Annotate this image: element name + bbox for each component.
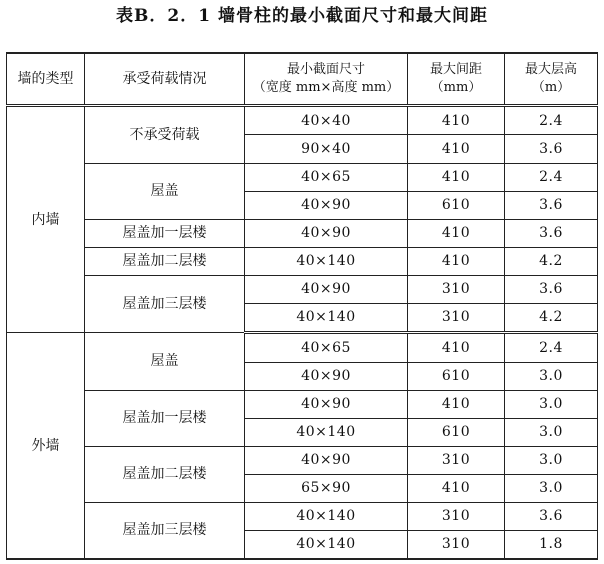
header-section bbox=[245, 53, 408, 106]
header-spacing-line2: （mm） bbox=[430, 80, 482, 95]
section-cell: 40×90 bbox=[245, 390, 408, 418]
height-cell: 3.0 bbox=[505, 418, 598, 446]
load-cell: 屋盖加三层楼 bbox=[85, 275, 245, 333]
spacing-cell: 410 bbox=[408, 106, 505, 135]
height-cell: 3.6 bbox=[505, 219, 598, 247]
header-section-line2: （宽度 mm×高度 mm） bbox=[252, 80, 400, 95]
spacing-cell: 610 bbox=[408, 191, 505, 219]
header-load: 承受荷载情况 bbox=[85, 53, 245, 106]
header-height-line1: 最大层高 bbox=[524, 62, 577, 77]
load-cell: 屋盖 bbox=[85, 163, 245, 219]
table-row bbox=[7, 390, 598, 418]
section-cell: 40×140 bbox=[245, 418, 408, 446]
header-height-line2: （m） bbox=[531, 80, 571, 95]
load-cell: 屋盖加一层楼 bbox=[85, 390, 245, 446]
header-wall-type: 墙的类型 bbox=[7, 53, 85, 106]
spacing-cell: 610 bbox=[408, 362, 505, 390]
spacing-cell: 310 bbox=[408, 275, 505, 303]
table-row bbox=[7, 446, 598, 474]
load-cell: 屋盖加一层楼 bbox=[85, 219, 245, 247]
section-cell: 40×40 bbox=[245, 106, 408, 135]
table-row bbox=[7, 247, 598, 275]
section-cell: 40×140 bbox=[245, 247, 408, 275]
height-cell: 4.2 bbox=[505, 247, 598, 275]
table-row bbox=[7, 163, 598, 191]
header-row bbox=[7, 53, 598, 106]
height-cell: 3.0 bbox=[505, 362, 598, 390]
header-section-line1: 最小截面尺寸 bbox=[286, 62, 365, 77]
section-cell: 65×90 bbox=[245, 474, 408, 502]
spacing-cell: 310 bbox=[408, 502, 505, 530]
header-height bbox=[505, 53, 598, 106]
spacing-cell: 610 bbox=[408, 418, 505, 446]
section-cell: 40×90 bbox=[245, 362, 408, 390]
height-cell: 1.8 bbox=[505, 530, 598, 559]
stud-spec-table bbox=[6, 52, 598, 560]
table-row bbox=[7, 333, 598, 362]
height-cell: 3.6 bbox=[505, 135, 598, 163]
section-cell: 40×65 bbox=[245, 163, 408, 191]
height-cell: 3.0 bbox=[505, 446, 598, 474]
spacing-cell: 410 bbox=[408, 390, 505, 418]
section-cell: 40×90 bbox=[245, 275, 408, 303]
section-cell: 90×40 bbox=[245, 135, 408, 163]
load-cell: 屋盖加二层楼 bbox=[85, 247, 245, 275]
height-cell: 2.4 bbox=[505, 333, 598, 362]
load-cell: 屋盖加二层楼 bbox=[85, 446, 245, 502]
height-cell: 3.0 bbox=[505, 390, 598, 418]
spacing-cell: 410 bbox=[408, 163, 505, 191]
header-spacing bbox=[408, 53, 505, 106]
section-cell: 40×140 bbox=[245, 502, 408, 530]
table-row bbox=[7, 502, 598, 530]
table-row bbox=[7, 219, 598, 247]
spacing-cell: 410 bbox=[408, 219, 505, 247]
table-row bbox=[7, 275, 598, 303]
height-cell: 3.6 bbox=[505, 191, 598, 219]
section-cell: 40×140 bbox=[245, 530, 408, 559]
height-cell: 3.6 bbox=[505, 275, 598, 303]
height-cell: 2.4 bbox=[505, 163, 598, 191]
spacing-cell: 410 bbox=[408, 474, 505, 502]
section-cell: 40×90 bbox=[245, 219, 408, 247]
height-cell: 3.6 bbox=[505, 502, 598, 530]
section-cell: 40×65 bbox=[245, 333, 408, 362]
wall-type-cell: 内墙 bbox=[7, 106, 85, 333]
section-cell: 40×90 bbox=[245, 191, 408, 219]
header-spacing-line1: 最大间距 bbox=[429, 62, 482, 77]
section-cell: 40×140 bbox=[245, 303, 408, 332]
spacing-cell: 310 bbox=[408, 530, 505, 559]
load-cell: 屋盖 bbox=[85, 333, 245, 391]
spacing-cell: 410 bbox=[408, 247, 505, 275]
height-cell: 4.2 bbox=[505, 303, 598, 332]
spacing-cell: 410 bbox=[408, 135, 505, 163]
spacing-cell: 310 bbox=[408, 303, 505, 332]
height-cell: 2.4 bbox=[505, 106, 598, 135]
spacing-cell: 410 bbox=[408, 333, 505, 362]
height-cell: 3.0 bbox=[505, 474, 598, 502]
section-cell: 40×90 bbox=[245, 446, 408, 474]
spacing-cell: 310 bbox=[408, 446, 505, 474]
table-row bbox=[7, 106, 598, 135]
wall-type-cell: 外墙 bbox=[7, 333, 85, 559]
load-cell: 不承受荷载 bbox=[85, 106, 245, 164]
load-cell: 屋盖加三层楼 bbox=[85, 502, 245, 559]
table-title: 表B．2．1 墙骨柱的最小截面尺寸和最大间距 bbox=[116, 6, 488, 26]
